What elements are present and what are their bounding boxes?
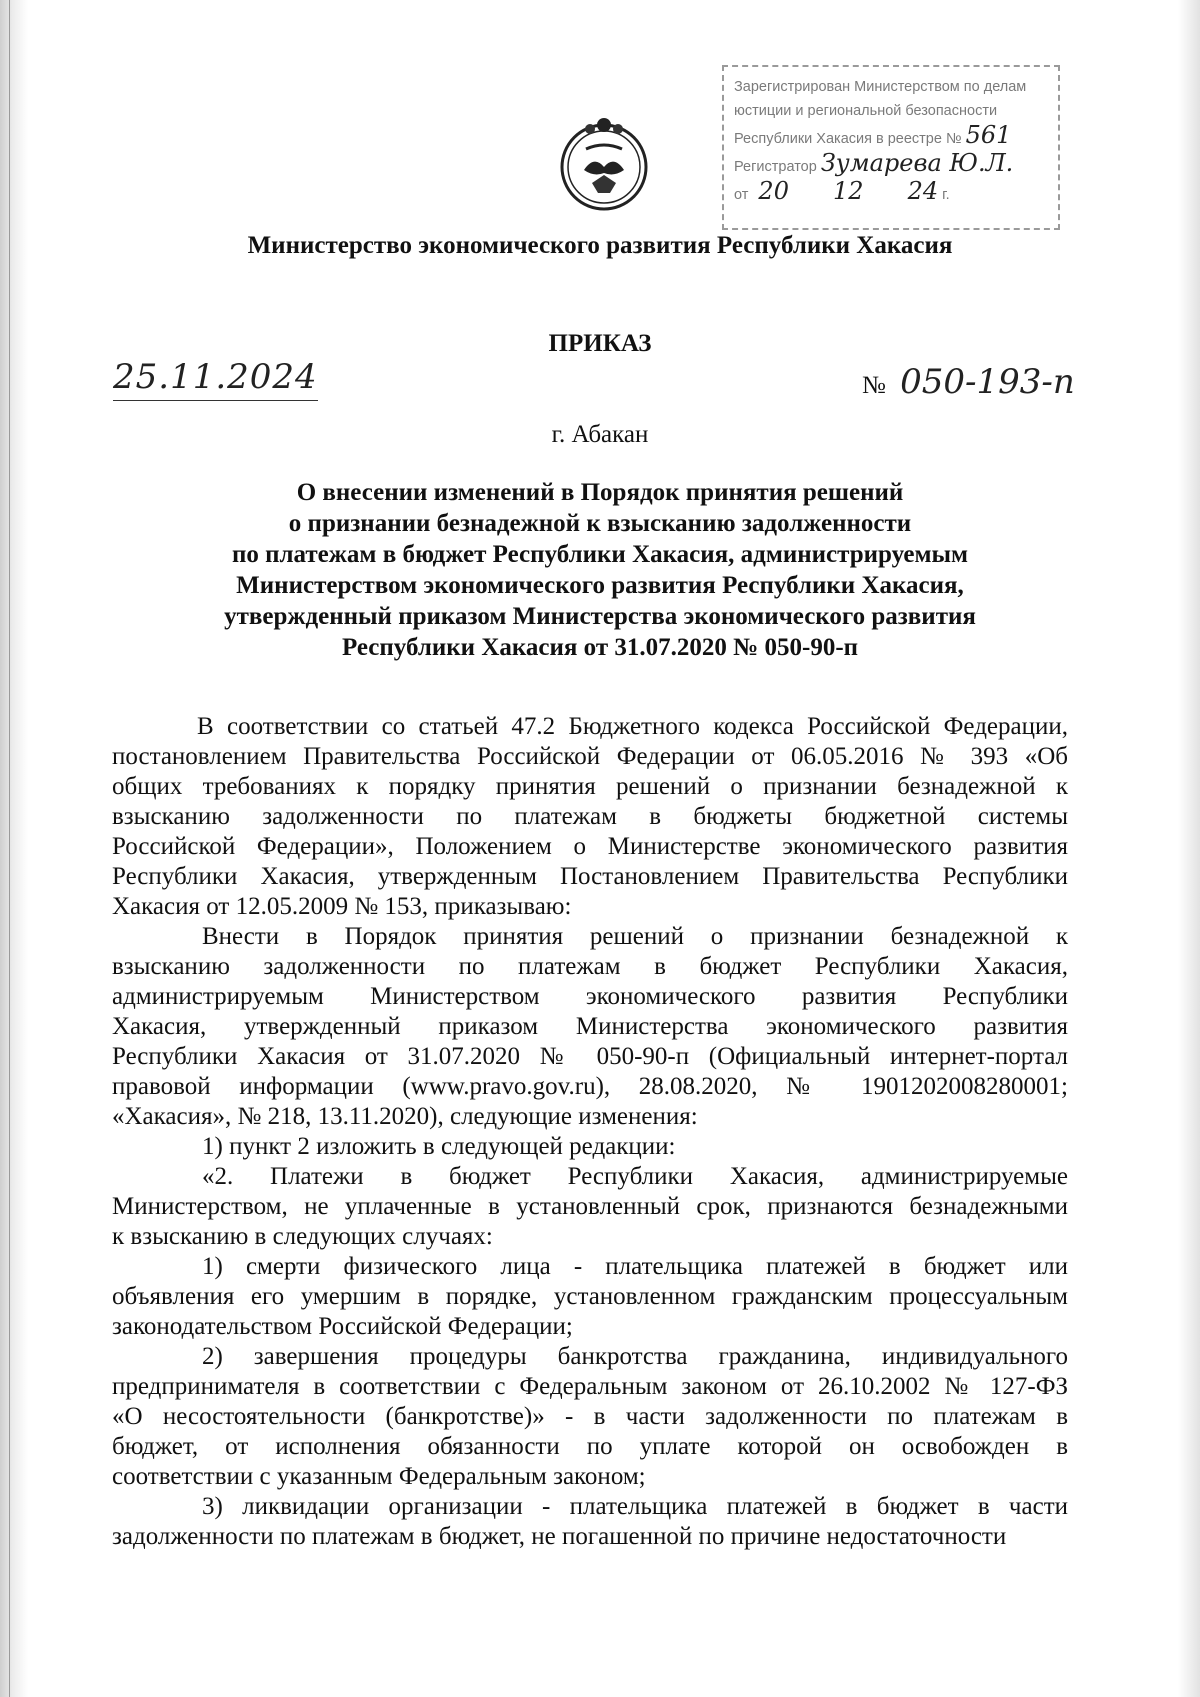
- body-line: Внести в Порядок принятия решений о признании безнадежной к: [202, 923, 1068, 950]
- order-number-prefix: №: [862, 372, 886, 399]
- city: г. Абакан: [551, 421, 649, 448]
- body-line: бюджет, от исполнения обязанности по уплате которой он освобожден в: [112, 1433, 1068, 1460]
- body-line: взысканию задолженности по платежам в бюджеты бюджетной системы: [112, 803, 1068, 830]
- body-line: Хакасия, утвержденный приказом Министерства экономического развития: [112, 1013, 1068, 1040]
- body-line: соответствии с указанным Федеральным законом;: [112, 1463, 646, 1490]
- coat-of-arms-icon: [556, 115, 652, 211]
- order-number-value: 050-193-п: [900, 362, 1075, 402]
- stamp-date-month: 12: [833, 177, 864, 205]
- stamp-register-number: 561: [965, 121, 1012, 149]
- stamp-line-3: [734, 123, 1048, 151]
- order-date-underline: [113, 400, 318, 401]
- document-type: ПРИКАЗ: [548, 330, 652, 357]
- body-line: объявления его умершим в порядке, установленном гражданским процессуальным: [112, 1283, 1068, 1310]
- heading-line: по платежам в бюджет Республики Хакасия, администрируемым: [231, 541, 969, 568]
- stamp-year-suffix: г.: [942, 187, 950, 203]
- stamp-registrar-label: Регистратор: [734, 159, 817, 175]
- body-line: задолженности по платежам в бюджет, не погашенной по причине недостаточности: [112, 1523, 1007, 1550]
- stamp-line-4: [734, 151, 1048, 179]
- body-line: взысканию задолженности по платежам в бюджет Республики Хакасия,: [112, 953, 1068, 980]
- heading-line: утвержденный приказом Министерства экономического развития: [224, 603, 976, 630]
- body-line: 1) смерти физического лица - плательщика платежей в бюджет или: [202, 1253, 1068, 1280]
- stamp-date-day: 20: [758, 177, 789, 205]
- stamp-line-5: [734, 179, 1048, 207]
- body-line: Российской Федерации», Положением о Министерстве экономического развития: [112, 833, 1068, 860]
- stamp-date-label: от: [734, 187, 749, 203]
- body-line: Министерством, не уплаченные в установленный срок, признаются безнадежными: [112, 1193, 1068, 1220]
- body-line: к взысканию в следующих случаях:: [112, 1223, 493, 1250]
- body-line: Республики Хакасия от 31.07.2020 № 050-90-п (Официальный интернет-портал: [112, 1043, 1068, 1070]
- order-date: 25.11.2024: [113, 357, 318, 397]
- body-line: постановлением Правительства Российской Федерации от 06.05.2016 № 393 «Об: [112, 743, 1068, 770]
- body-line: В соответствии со статьей 47.2 Бюджетного кодекса Российской Федерации,: [197, 713, 1068, 740]
- body-line: администрируемым Министерством экономического развития Республики: [112, 983, 1068, 1010]
- heading-line: Министерством экономического развития Республики Хакасия,: [236, 572, 964, 599]
- body-line: правовой информации (www.pravo.gov.ru), 28.08.2020, № 1901202008280001;: [112, 1073, 1068, 1100]
- body-line: 3) ликвидации организации - плательщика платежей в бюджет в части: [202, 1493, 1068, 1520]
- body-line: общих требованиях к порядку принятия решений о признании безнадежной к: [112, 773, 1068, 800]
- order-body: [112, 712, 1068, 1552]
- heading-line: Республики Хакасия от 31.07.2020 № 050-90-п: [341, 634, 859, 661]
- body-line: «Хакасия», № 218, 13.11.2020), следующие изменения:: [112, 1103, 698, 1130]
- registration-stamp: [722, 65, 1060, 230]
- stamp-registrar-signature: Зумарева Ю.Л.: [820, 149, 1014, 177]
- body-line: «О несостоятельности (банкротстве)» - в части задолженности по платежам в: [112, 1403, 1068, 1430]
- body-line: 1) пункт 2 изложить в следующей редакции:: [202, 1133, 676, 1160]
- body-line: 2) завершения процедуры банкротства гражданина, индивидуального: [202, 1343, 1068, 1370]
- body-line: Республики Хакасия, утвержденным Постановлением Правительства Республики: [112, 863, 1068, 890]
- order-heading: [150, 477, 1050, 663]
- body-line: предпринимателя в соответствии с Федеральным законом от 26.10.2002 № 127-ФЗ: [112, 1373, 1068, 1400]
- stamp-line-1: Зарегистрирован Министерством по делам: [734, 79, 1027, 95]
- ministry-name: Министерство экономического развития Республики Хакасия: [247, 232, 953, 259]
- body-line: законодательством Российской Федерации;: [112, 1313, 573, 1340]
- stamp-register-label: Республики Хакасия в реестре №: [734, 131, 962, 147]
- body-line: «2. Платежи в бюджет Республики Хакасия, администрируемые: [202, 1163, 1068, 1190]
- heading-line: о признании безнадежной к взысканию задолженности: [288, 510, 912, 537]
- stamp-line-2: юстиции и региональной безопасности: [734, 103, 998, 119]
- stamp-date-year: 24: [907, 177, 939, 205]
- order-number: [862, 362, 1075, 402]
- heading-line: О внесении изменений в Порядок принятия решений: [296, 479, 904, 506]
- body-line: Хакасия от 12.05.2009 № 153, приказываю:: [112, 893, 572, 920]
